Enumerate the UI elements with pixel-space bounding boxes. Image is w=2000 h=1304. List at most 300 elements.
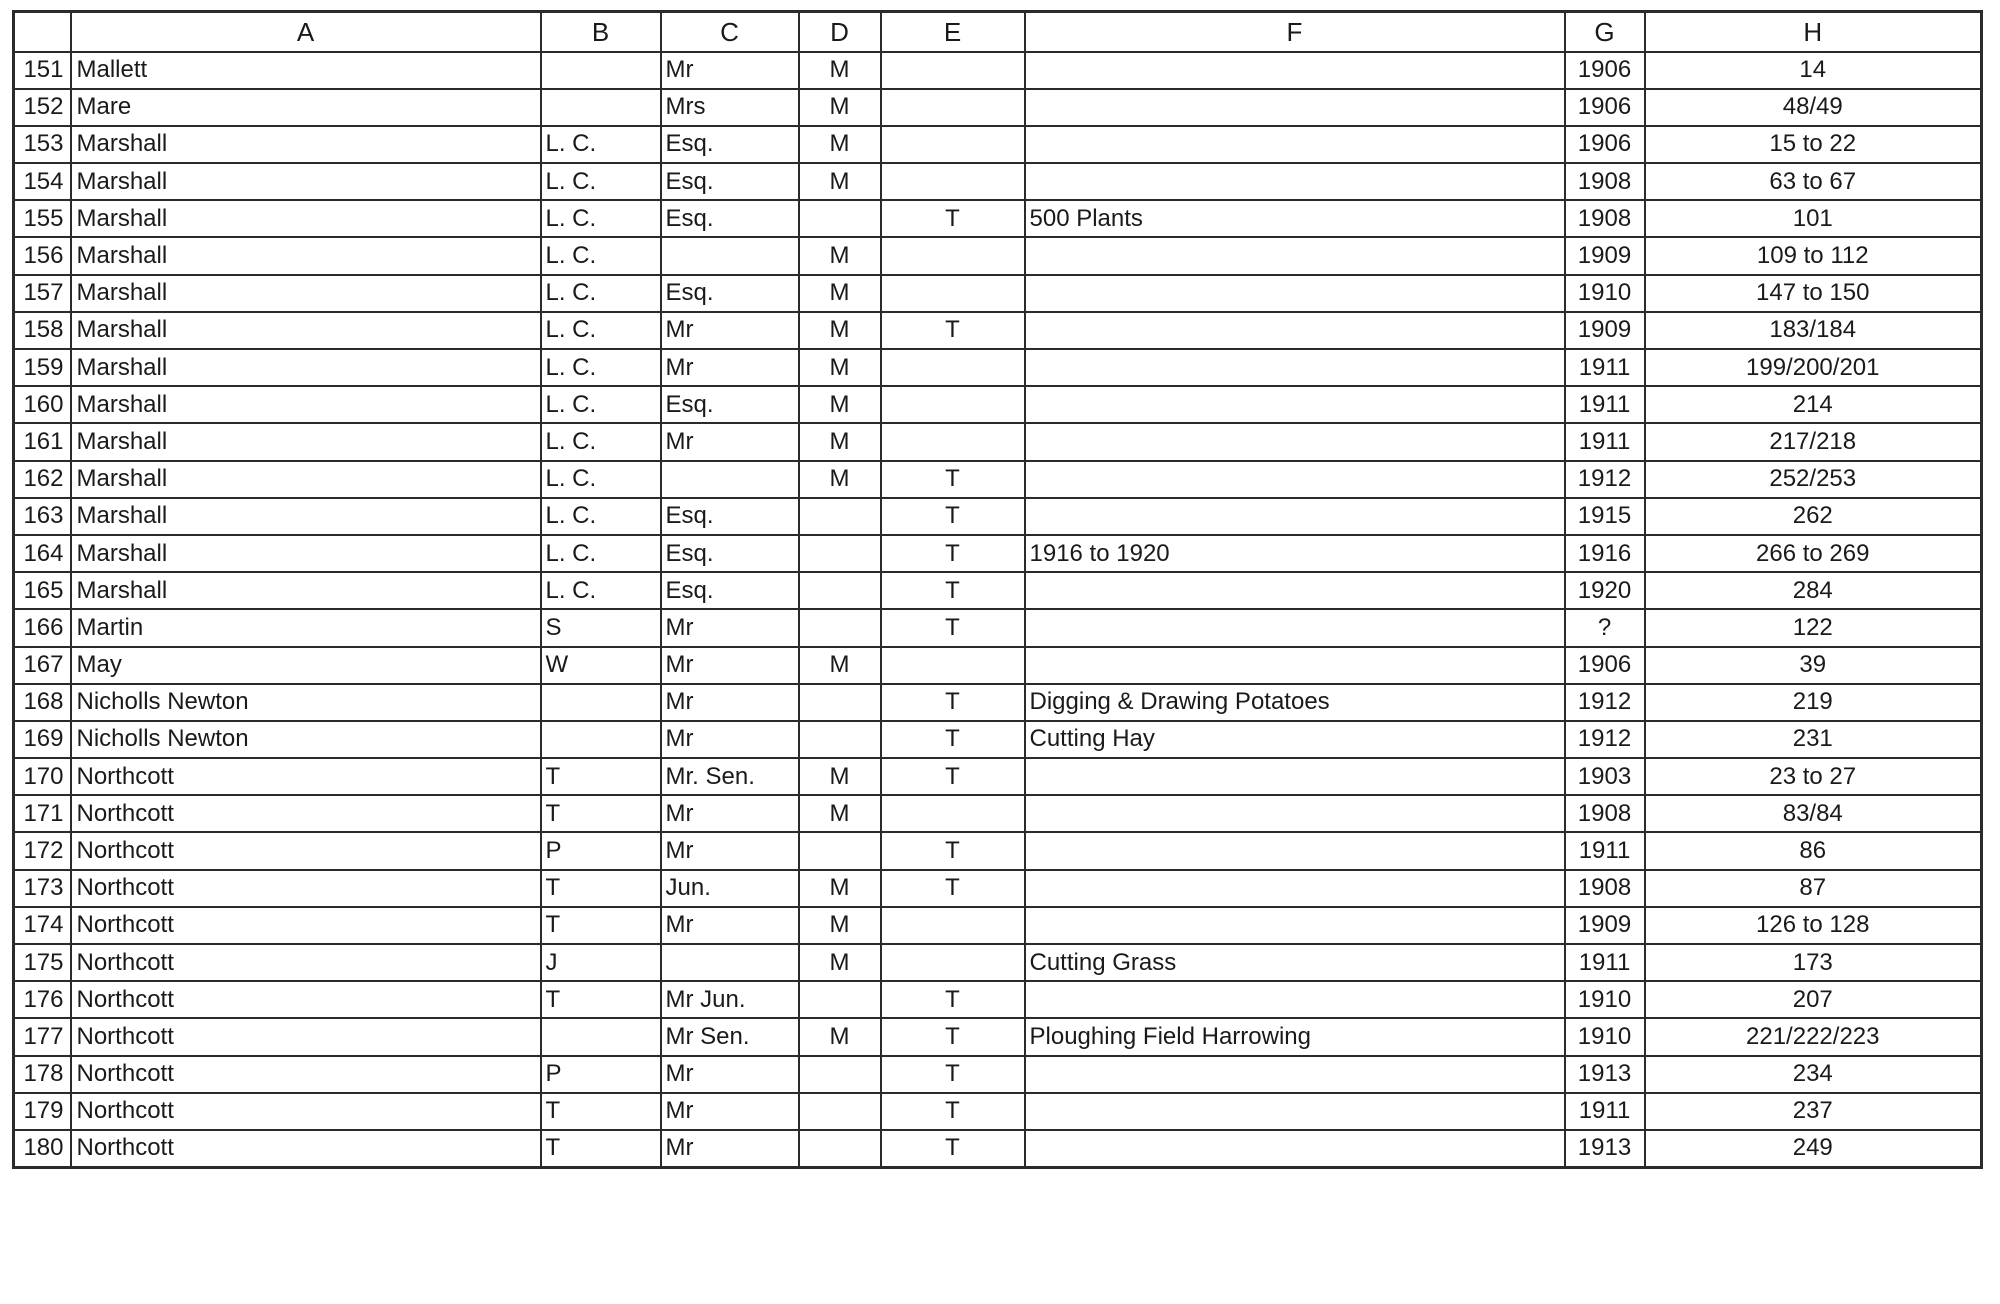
cell-b[interactable]: T — [541, 870, 661, 907]
row-number[interactable]: 156 — [14, 237, 71, 274]
cell-d[interactable]: M — [799, 312, 881, 349]
cell-e[interactable]: T — [881, 870, 1025, 907]
cell-f[interactable]: Cutting Hay — [1025, 721, 1565, 758]
cell-d[interactable]: M — [799, 52, 881, 89]
cell-c[interactable]: Esq. — [661, 572, 799, 609]
row-number[interactable]: 152 — [14, 89, 71, 126]
cell-a[interactable]: Marshall — [71, 126, 541, 163]
cell-h[interactable]: 87 — [1645, 870, 1982, 907]
cell-b[interactable]: T — [541, 907, 661, 944]
cell-f[interactable]: Cutting Grass — [1025, 944, 1565, 981]
cell-c[interactable]: Mr — [661, 684, 799, 721]
cell-b[interactable]: L. C. — [541, 126, 661, 163]
cell-f[interactable] — [1025, 52, 1565, 89]
cell-d[interactable]: M — [799, 1018, 881, 1055]
cell-d[interactable]: M — [799, 870, 881, 907]
cell-a[interactable]: Nicholls Newton — [71, 721, 541, 758]
cell-a[interactable]: Marshall — [71, 498, 541, 535]
table-row — [14, 907, 1982, 944]
row-number[interactable]: 160 — [14, 386, 71, 423]
cell-d[interactable] — [799, 832, 881, 869]
row-number[interactable]: 173 — [14, 870, 71, 907]
column-header-a[interactable]: A — [71, 12, 541, 52]
cell-d[interactable] — [799, 535, 881, 572]
table-row — [14, 349, 1982, 386]
cell-f[interactable] — [1025, 386, 1565, 423]
cell-f[interactable] — [1025, 461, 1565, 498]
cell-e[interactable] — [881, 349, 1025, 386]
row-number[interactable]: 159 — [14, 349, 71, 386]
cell-a[interactable]: Northcott — [71, 1093, 541, 1130]
cell-a[interactable]: Northcott — [71, 1018, 541, 1055]
cell-g[interactable]: 1913 — [1565, 1130, 1645, 1167]
cell-a[interactable]: Northcott — [71, 870, 541, 907]
cell-b[interactable]: L. C. — [541, 312, 661, 349]
cell-f[interactable] — [1025, 572, 1565, 609]
cell-h[interactable]: 109 to 112 — [1645, 237, 1982, 274]
cell-a[interactable]: Marshall — [71, 535, 541, 572]
cell-g[interactable]: 1909 — [1565, 237, 1645, 274]
cell-a[interactable]: Northcott — [71, 1130, 541, 1167]
row-number[interactable]: 180 — [14, 1130, 71, 1167]
cell-e[interactable] — [881, 647, 1025, 684]
cell-b[interactable] — [541, 52, 661, 89]
cell-e[interactable] — [881, 52, 1025, 89]
cell-b[interactable]: T — [541, 758, 661, 795]
cell-g[interactable]: 1912 — [1565, 461, 1645, 498]
cell-d[interactable] — [799, 981, 881, 1018]
cell-e[interactable] — [881, 163, 1025, 200]
cell-f[interactable] — [1025, 1056, 1565, 1093]
row-number[interactable]: 164 — [14, 535, 71, 572]
cell-h[interactable]: 266 to 269 — [1645, 535, 1982, 572]
cell-g[interactable]: 1912 — [1565, 684, 1645, 721]
row-number[interactable]: 151 — [14, 52, 71, 89]
cell-a[interactable]: Marshall — [71, 349, 541, 386]
cell-g[interactable]: 1913 — [1565, 1056, 1645, 1093]
cell-b[interactable]: L. C. — [541, 237, 661, 274]
cell-d[interactable]: M — [799, 907, 881, 944]
cell-e[interactable]: T — [881, 758, 1025, 795]
cell-d[interactable] — [799, 1093, 881, 1130]
cell-c[interactable]: Jun. — [661, 870, 799, 907]
cell-e[interactable] — [881, 275, 1025, 312]
cell-f[interactable]: Digging & Drawing Potatoes — [1025, 684, 1565, 721]
cell-b[interactable]: T — [541, 981, 661, 1018]
cell-d[interactable]: M — [799, 163, 881, 200]
cell-b[interactable]: P — [541, 1056, 661, 1093]
cell-h[interactable]: 126 to 128 — [1645, 907, 1982, 944]
cell-e[interactable]: T — [881, 684, 1025, 721]
cell-b[interactable]: L. C. — [541, 461, 661, 498]
cell-b[interactable]: L. C. — [541, 535, 661, 572]
cell-f[interactable] — [1025, 870, 1565, 907]
row-number[interactable]: 158 — [14, 312, 71, 349]
cell-g[interactable]: 1906 — [1565, 52, 1645, 89]
cell-e[interactable]: T — [881, 461, 1025, 498]
cell-e[interactable]: T — [881, 200, 1025, 237]
row-number[interactable]: 176 — [14, 981, 71, 1018]
cell-h[interactable]: 15 to 22 — [1645, 126, 1982, 163]
row-number[interactable]: 178 — [14, 1056, 71, 1093]
cell-f[interactable] — [1025, 163, 1565, 200]
cell-b[interactable]: L. C. — [541, 572, 661, 609]
row-number[interactable]: 157 — [14, 275, 71, 312]
cell-c[interactable]: Mr — [661, 1093, 799, 1130]
cell-b[interactable]: P — [541, 832, 661, 869]
column-header-g[interactable]: G — [1565, 12, 1645, 52]
cell-d[interactable]: M — [799, 275, 881, 312]
cell-d[interactable]: M — [799, 126, 881, 163]
cell-e[interactable] — [881, 126, 1025, 163]
cell-b[interactable]: T — [541, 1130, 661, 1167]
cell-c[interactable]: Esq. — [661, 163, 799, 200]
cell-c[interactable]: Mr — [661, 423, 799, 460]
cell-a[interactable]: Northcott — [71, 795, 541, 832]
cell-c[interactable]: Mr — [661, 349, 799, 386]
cell-h[interactable]: 147 to 150 — [1645, 275, 1982, 312]
cell-f[interactable] — [1025, 647, 1565, 684]
cell-d[interactable]: M — [799, 386, 881, 423]
cell-f[interactable]: Ploughing Field Harrowing — [1025, 1018, 1565, 1055]
table-body — [14, 52, 1982, 1168]
cell-c[interactable]: Esq. — [661, 535, 799, 572]
cell-g[interactable]: 1910 — [1565, 981, 1645, 1018]
cell-b[interactable]: L. C. — [541, 349, 661, 386]
cell-d[interactable]: M — [799, 423, 881, 460]
cell-g[interactable]: 1911 — [1565, 944, 1645, 981]
row-number[interactable]: 167 — [14, 647, 71, 684]
cell-a[interactable]: Northcott — [71, 981, 541, 1018]
cell-c[interactable]: Mr — [661, 1130, 799, 1167]
cell-c[interactable]: Esq. — [661, 126, 799, 163]
table-row — [14, 386, 1982, 423]
row-number[interactable]: 154 — [14, 163, 71, 200]
cell-d[interactable] — [799, 498, 881, 535]
table-row — [14, 684, 1982, 721]
cell-d[interactable] — [799, 200, 881, 237]
cell-d[interactable] — [799, 609, 881, 646]
table-row — [14, 312, 1982, 349]
cell-h[interactable]: 63 to 67 — [1645, 163, 1982, 200]
cell-a[interactable]: Marshall — [71, 275, 541, 312]
cell-f[interactable] — [1025, 423, 1565, 460]
cell-h[interactable]: 83/84 — [1645, 795, 1982, 832]
cell-g[interactable]: 1908 — [1565, 163, 1645, 200]
cell-a[interactable]: Marshall — [71, 461, 541, 498]
cell-a[interactable]: Northcott — [71, 1056, 541, 1093]
cell-b[interactable]: T — [541, 795, 661, 832]
cell-b[interactable] — [541, 89, 661, 126]
cell-g[interactable]: 1909 — [1565, 907, 1645, 944]
cell-b[interactable]: W — [541, 647, 661, 684]
row-number[interactable]: 172 — [14, 832, 71, 869]
cell-a[interactable]: Marshall — [71, 237, 541, 274]
cell-a[interactable]: Mallett — [71, 52, 541, 89]
cell-g[interactable]: 1911 — [1565, 1093, 1645, 1130]
row-number[interactable]: 153 — [14, 126, 71, 163]
column-header-b[interactable]: B — [541, 12, 661, 52]
cell-e[interactable] — [881, 944, 1025, 981]
cell-e[interactable] — [881, 237, 1025, 274]
cell-b[interactable]: L. C. — [541, 386, 661, 423]
cell-h[interactable]: 86 — [1645, 832, 1982, 869]
row-number[interactable]: 179 — [14, 1093, 71, 1130]
column-header-c[interactable]: C — [661, 12, 799, 52]
cell-g[interactable]: 1911 — [1565, 423, 1645, 460]
cell-a[interactable]: Marshall — [71, 423, 541, 460]
cell-b[interactable] — [541, 721, 661, 758]
row-number[interactable]: 163 — [14, 498, 71, 535]
cell-a[interactable]: Nicholls Newton — [71, 684, 541, 721]
cell-e[interactable]: T — [881, 1130, 1025, 1167]
cell-g[interactable]: 1906 — [1565, 647, 1645, 684]
cell-f[interactable] — [1025, 312, 1565, 349]
cell-g[interactable]: ? — [1565, 609, 1645, 646]
cell-a[interactable]: Marshall — [71, 386, 541, 423]
cell-h[interactable]: 262 — [1645, 498, 1982, 535]
cell-b[interactable]: T — [541, 1093, 661, 1130]
cell-f[interactable] — [1025, 981, 1565, 1018]
column-header-d[interactable]: D — [799, 12, 881, 52]
cell-g[interactable]: 1909 — [1565, 312, 1645, 349]
cell-b[interactable]: L. C. — [541, 275, 661, 312]
cell-f[interactable]: 1916 to 1920 — [1025, 535, 1565, 572]
cell-c[interactable] — [661, 944, 799, 981]
column-header-h[interactable]: H — [1645, 12, 1982, 52]
table-row — [14, 1018, 1982, 1055]
cell-a[interactable]: Marshall — [71, 572, 541, 609]
cell-c[interactable]: Mr Jun. — [661, 981, 799, 1018]
cell-e[interactable]: T — [881, 535, 1025, 572]
table-row — [14, 832, 1982, 869]
row-number[interactable]: 161 — [14, 423, 71, 460]
cell-f[interactable] — [1025, 275, 1565, 312]
cell-h[interactable]: 214 — [1645, 386, 1982, 423]
row-number[interactable]: 175 — [14, 944, 71, 981]
table-row — [14, 870, 1982, 907]
row-number[interactable]: 162 — [14, 461, 71, 498]
cell-c[interactable] — [661, 237, 799, 274]
cell-h[interactable]: 122 — [1645, 609, 1982, 646]
cell-f[interactable] — [1025, 237, 1565, 274]
cell-c[interactable]: Mr — [661, 832, 799, 869]
cell-h[interactable]: 221/222/223 — [1645, 1018, 1982, 1055]
cell-c[interactable]: Mr — [661, 312, 799, 349]
cell-d[interactable] — [799, 572, 881, 609]
cell-h[interactable]: 183/184 — [1645, 312, 1982, 349]
cell-d[interactable] — [799, 1130, 881, 1167]
cell-c[interactable]: Mrs — [661, 89, 799, 126]
cell-c[interactable]: Esq. — [661, 275, 799, 312]
cell-f[interactable] — [1025, 349, 1565, 386]
cell-f[interactable] — [1025, 1130, 1565, 1167]
cell-f[interactable] — [1025, 907, 1565, 944]
cell-h[interactable]: 217/218 — [1645, 423, 1982, 460]
cell-g[interactable]: 1910 — [1565, 1018, 1645, 1055]
cell-d[interactable]: M — [799, 349, 881, 386]
cell-e[interactable] — [881, 423, 1025, 460]
cell-f[interactable] — [1025, 609, 1565, 646]
cell-d[interactable] — [799, 684, 881, 721]
cell-c[interactable]: Mr — [661, 647, 799, 684]
cell-b[interactable]: S — [541, 609, 661, 646]
cell-b[interactable]: L. C. — [541, 163, 661, 200]
cell-g[interactable]: 1912 — [1565, 721, 1645, 758]
cell-e[interactable]: T — [881, 1093, 1025, 1130]
cell-a[interactable]: May — [71, 647, 541, 684]
cell-b[interactable] — [541, 684, 661, 721]
cell-d[interactable]: M — [799, 795, 881, 832]
cell-d[interactable]: M — [799, 758, 881, 795]
cell-f[interactable] — [1025, 126, 1565, 163]
cell-f[interactable] — [1025, 1093, 1565, 1130]
cell-g[interactable]: 1908 — [1565, 870, 1645, 907]
cell-h[interactable]: 39 — [1645, 647, 1982, 684]
cell-h[interactable]: 219 — [1645, 684, 1982, 721]
cell-e[interactable]: T — [881, 572, 1025, 609]
cell-g[interactable]: 1906 — [1565, 126, 1645, 163]
cell-e[interactable]: T — [881, 498, 1025, 535]
cell-g[interactable]: 1908 — [1565, 795, 1645, 832]
cell-g[interactable]: 1903 — [1565, 758, 1645, 795]
row-number[interactable]: 174 — [14, 907, 71, 944]
cell-h[interactable]: 284 — [1645, 572, 1982, 609]
cell-g[interactable]: 1920 — [1565, 572, 1645, 609]
cell-g[interactable]: 1906 — [1565, 89, 1645, 126]
table-row — [14, 498, 1982, 535]
table-row — [14, 163, 1982, 200]
cell-d[interactable]: M — [799, 461, 881, 498]
cell-c[interactable]: Mr — [661, 1056, 799, 1093]
cell-e[interactable]: T — [881, 1018, 1025, 1055]
cell-e[interactable]: T — [881, 981, 1025, 1018]
row-number[interactable]: 166 — [14, 609, 71, 646]
cell-g[interactable]: 1911 — [1565, 386, 1645, 423]
column-header-e[interactable]: E — [881, 12, 1025, 52]
table-row — [14, 461, 1982, 498]
cell-h[interactable]: 23 to 27 — [1645, 758, 1982, 795]
cell-g[interactable]: 1908 — [1565, 200, 1645, 237]
cell-e[interactable] — [881, 795, 1025, 832]
row-number[interactable]: 169 — [14, 721, 71, 758]
cell-h[interactable]: 101 — [1645, 200, 1982, 237]
cell-e[interactable]: T — [881, 832, 1025, 869]
cell-e[interactable]: T — [881, 721, 1025, 758]
cell-g[interactable]: 1911 — [1565, 832, 1645, 869]
cell-b[interactable]: L. C. — [541, 200, 661, 237]
cell-d[interactable] — [799, 721, 881, 758]
cell-h[interactable]: 231 — [1645, 721, 1982, 758]
cell-d[interactable]: M — [799, 237, 881, 274]
cell-f[interactable]: 500 Plants — [1025, 200, 1565, 237]
table-row — [14, 200, 1982, 237]
cell-h[interactable]: 173 — [1645, 944, 1982, 981]
cell-f[interactable] — [1025, 795, 1565, 832]
cell-a[interactable]: Martin — [71, 609, 541, 646]
cell-a[interactable]: Marshall — [71, 312, 541, 349]
cell-c[interactable]: Mr — [661, 721, 799, 758]
cell-b[interactable]: L. C. — [541, 498, 661, 535]
cell-e[interactable]: T — [881, 1056, 1025, 1093]
cell-h[interactable]: 14 — [1645, 52, 1982, 89]
cell-f[interactable] — [1025, 498, 1565, 535]
cell-c[interactable]: Esq. — [661, 200, 799, 237]
row-number[interactable]: 155 — [14, 200, 71, 237]
cell-a[interactable]: Mare — [71, 89, 541, 126]
cell-b[interactable]: L. C. — [541, 423, 661, 460]
table-row — [14, 1056, 1982, 1093]
cell-a[interactable]: Marshall — [71, 200, 541, 237]
cell-c[interactable] — [661, 461, 799, 498]
cell-g[interactable]: 1911 — [1565, 349, 1645, 386]
table-row — [14, 52, 1982, 89]
cell-h[interactable]: 199/200/201 — [1645, 349, 1982, 386]
table-row — [14, 721, 1982, 758]
cell-e[interactable] — [881, 386, 1025, 423]
cell-e[interactable]: T — [881, 312, 1025, 349]
cell-e[interactable]: T — [881, 609, 1025, 646]
cell-g[interactable]: 1915 — [1565, 498, 1645, 535]
column-header-f[interactable]: F — [1025, 12, 1565, 52]
table-row — [14, 572, 1982, 609]
cell-c[interactable]: Mr — [661, 52, 799, 89]
cell-h[interactable]: 207 — [1645, 981, 1982, 1018]
cell-c[interactable]: Esq. — [661, 386, 799, 423]
cell-h[interactable]: 48/49 — [1645, 89, 1982, 126]
cell-c[interactable]: Mr — [661, 609, 799, 646]
cell-c[interactable]: Mr. Sen. — [661, 758, 799, 795]
cell-b[interactable]: J — [541, 944, 661, 981]
cell-h[interactable]: 234 — [1645, 1056, 1982, 1093]
cell-e[interactable] — [881, 907, 1025, 944]
cell-d[interactable]: M — [799, 647, 881, 684]
cell-c[interactable]: Mr — [661, 795, 799, 832]
corner-cell[interactable] — [14, 12, 71, 52]
cell-d[interactable]: M — [799, 944, 881, 981]
cell-h[interactable]: 249 — [1645, 1130, 1982, 1167]
cell-a[interactable]: Northcott — [71, 832, 541, 869]
cell-g[interactable]: 1916 — [1565, 535, 1645, 572]
table-row — [14, 1130, 1982, 1167]
cell-d[interactable] — [799, 1056, 881, 1093]
cell-b[interactable] — [541, 1018, 661, 1055]
cell-h[interactable]: 252/253 — [1645, 461, 1982, 498]
cell-f[interactable] — [1025, 89, 1565, 126]
cell-c[interactable]: Esq. — [661, 498, 799, 535]
cell-h[interactable]: 237 — [1645, 1093, 1982, 1130]
cell-a[interactable]: Marshall — [71, 163, 541, 200]
cell-a[interactable]: Northcott — [71, 944, 541, 981]
cell-f[interactable] — [1025, 832, 1565, 869]
table-row — [14, 126, 1982, 163]
cell-e[interactable] — [881, 89, 1025, 126]
table-row — [14, 237, 1982, 274]
cell-g[interactable]: 1910 — [1565, 275, 1645, 312]
row-number[interactable]: 168 — [14, 684, 71, 721]
cell-a[interactable]: Northcott — [71, 758, 541, 795]
cell-c[interactable]: Mr Sen. — [661, 1018, 799, 1055]
row-number[interactable]: 170 — [14, 758, 71, 795]
row-number[interactable]: 177 — [14, 1018, 71, 1055]
table-row — [14, 423, 1982, 460]
cell-f[interactable] — [1025, 758, 1565, 795]
cell-d[interactable]: M — [799, 89, 881, 126]
row-number[interactable]: 171 — [14, 795, 71, 832]
row-number[interactable]: 165 — [14, 572, 71, 609]
cell-c[interactable]: Mr — [661, 907, 799, 944]
cell-a[interactable]: Northcott — [71, 907, 541, 944]
